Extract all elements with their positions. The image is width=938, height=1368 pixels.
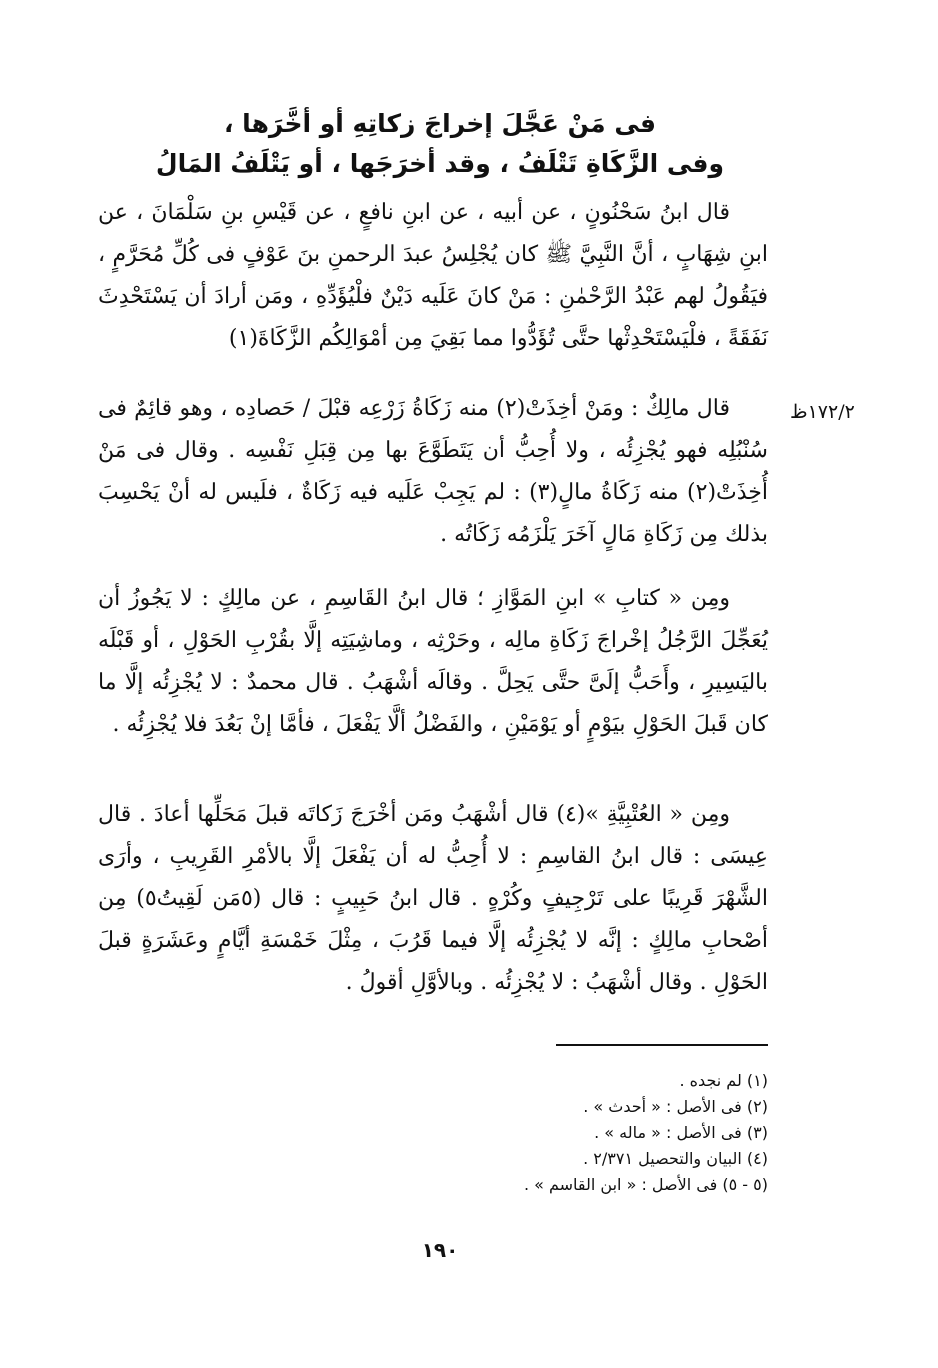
footnote: (٢) فى الأصل : « أحدث » . <box>583 1097 768 1116</box>
paragraph-text: قال مالِكٌ : ومَنْ أخِذَتْ(٢) منه زَكَاةُ زَرْعِه قبْلَ / حَصادِه ، وهو قائِمٌ فى سُنْبُلِه فهو يُجْزِئُه ، ولا أُحِبُّ أن يَتَطَوَّعَ بها مِن قِبَلِ نَفْسِه . وقال فى مَنْ أُخِذَتْ(٢) منه زَكَاةُ مالٍ(٣) : لم يَجِبْ عَلَيه فيه زَكَاةٌ ، فلَيس له أنْ يَحْسِبَ بذلك مِن زَكَاةِ مَالٍ آخَرَ يَلْزَمُه زَكَاتُه . <box>98 396 768 547</box>
paragraph-4 <box>98 794 768 1004</box>
paragraph-text: ومِن « كتابِ » ابنِ المَوَّازِ ؛ قال ابنُ القَاسِمِ ، عن مالِكٍ : لا يَجُوزُ أن يُعَجِّلَ الرَّجُلُ إخْراجَ زَكَاةِ مالِه ، وحَرْثِه ، وماشِيَتِه إلَّا بقُرْبِ الحَوْلِ ، أو قَبْلَه باليَسِيرِ ، وأَحَبُّ إلَىَّ حتَّى يَحِلَّ . وقالَه أشْهَبُ . قال محمدٌ : لا يُجْزِئُه إلَّا ما كان قَبلَ الحَوْلِ بيَوْمٍ أو يَوْمَيْنِ ، والفَضْلُ ألَّا يَفْعَلَ ، فأمَّا إنْ بَعُدَ فلا يُجْزِئُه . <box>98 586 768 737</box>
paragraph-text: قال ابنُ سَحْنُونٍ ، عن أبيه ، عن ابنِ نافعٍ ، عن قَيْسِ بنِ سَلْمَانَ ، عن ابنِ شِهَابٍ ، أنَّ النَّبِيَّ ﷺ كان يُجْلِسُ عبدَ الرحمنِ بنَ عَوْفٍ فى كُلِّ مُحَرَّمٍ ، فيَقُولُ لهم عَبْدُ الرَّحْمٰنِ : مَنْ كانَ عَلَيه دَيْنٌ فلْيُؤَدِّهِ ، ومَن أرادَ أن يَسْتَحْدِثَ نَفَقَةً ، فلْيَسْتَحْدِثْها حتَّى تُؤَدُّوا مما بَقِيَ مِن أمْوَالِكُم الزَّكَاةَ(١) <box>98 200 768 351</box>
footnotes-list <box>420 1068 768 1198</box>
footnote: (١) لم نجده . <box>679 1071 768 1090</box>
manuscript-folio-marker: ١٧٢/٢ظ <box>790 401 855 423</box>
footnote: (٥ - ٥) فى الأصل : « ابن القاسم » . <box>523 1175 768 1194</box>
heading-line-1: فى مَنْ عَجَّلَ إخراجَ زكاتِهِ أو أخَّرَها ، <box>223 109 657 138</box>
paragraph-3 <box>98 578 768 746</box>
footnote: (٤) البيان والتحصيل ٢/٣٧١ . <box>583 1149 768 1168</box>
page-number: ١٩٠ <box>421 1238 459 1262</box>
footnote: (٣) فى الأصل : « ماله » . <box>594 1123 768 1142</box>
paragraph-2 <box>98 388 768 556</box>
footnote-separator <box>556 1044 768 1046</box>
paragraph-text: ومِن « العُتْبِيَّةِ »(٤) قال أشْهَبُ ومَن أخْرَجَ زَكاتَه قبلَ مَحَلِّها أعادَ . قال عِيسَى : قال ابنُ القاسِمِ : لا أُحِبُّ له أن يَفْعَلَ إلَّا بالأمْرِ القَرِيبِ ، وأرَى الشَّهْرَ قَرِيبًا على تَرْجِيفٍ وكُرْهٍ . قال ابنُ حَبِيبٍ : قال (٥مَن لَقِيتُ٥) مِن أصْحابِ مالِكٍ : إنَّه لا يُجْزِئُه إلَّا فيما قَرُبَ ، مِثْلَ خَمْسَةِ أيَّامٍ وعَشَرَةٍ قبلَ الحَوْلِ . وقال أشْهَبُ : لا يُجْزِئُه . وبالأوَّلِ أقولُ . <box>98 802 768 995</box>
chapter-heading <box>100 104 780 184</box>
paragraph-1 <box>98 192 768 360</box>
heading-line-2: وفى الزَّكَاةِ تَتْلَفُ ، وقد أخرَجَها ، أو يَتْلَفُ المَالُ <box>155 149 725 178</box>
